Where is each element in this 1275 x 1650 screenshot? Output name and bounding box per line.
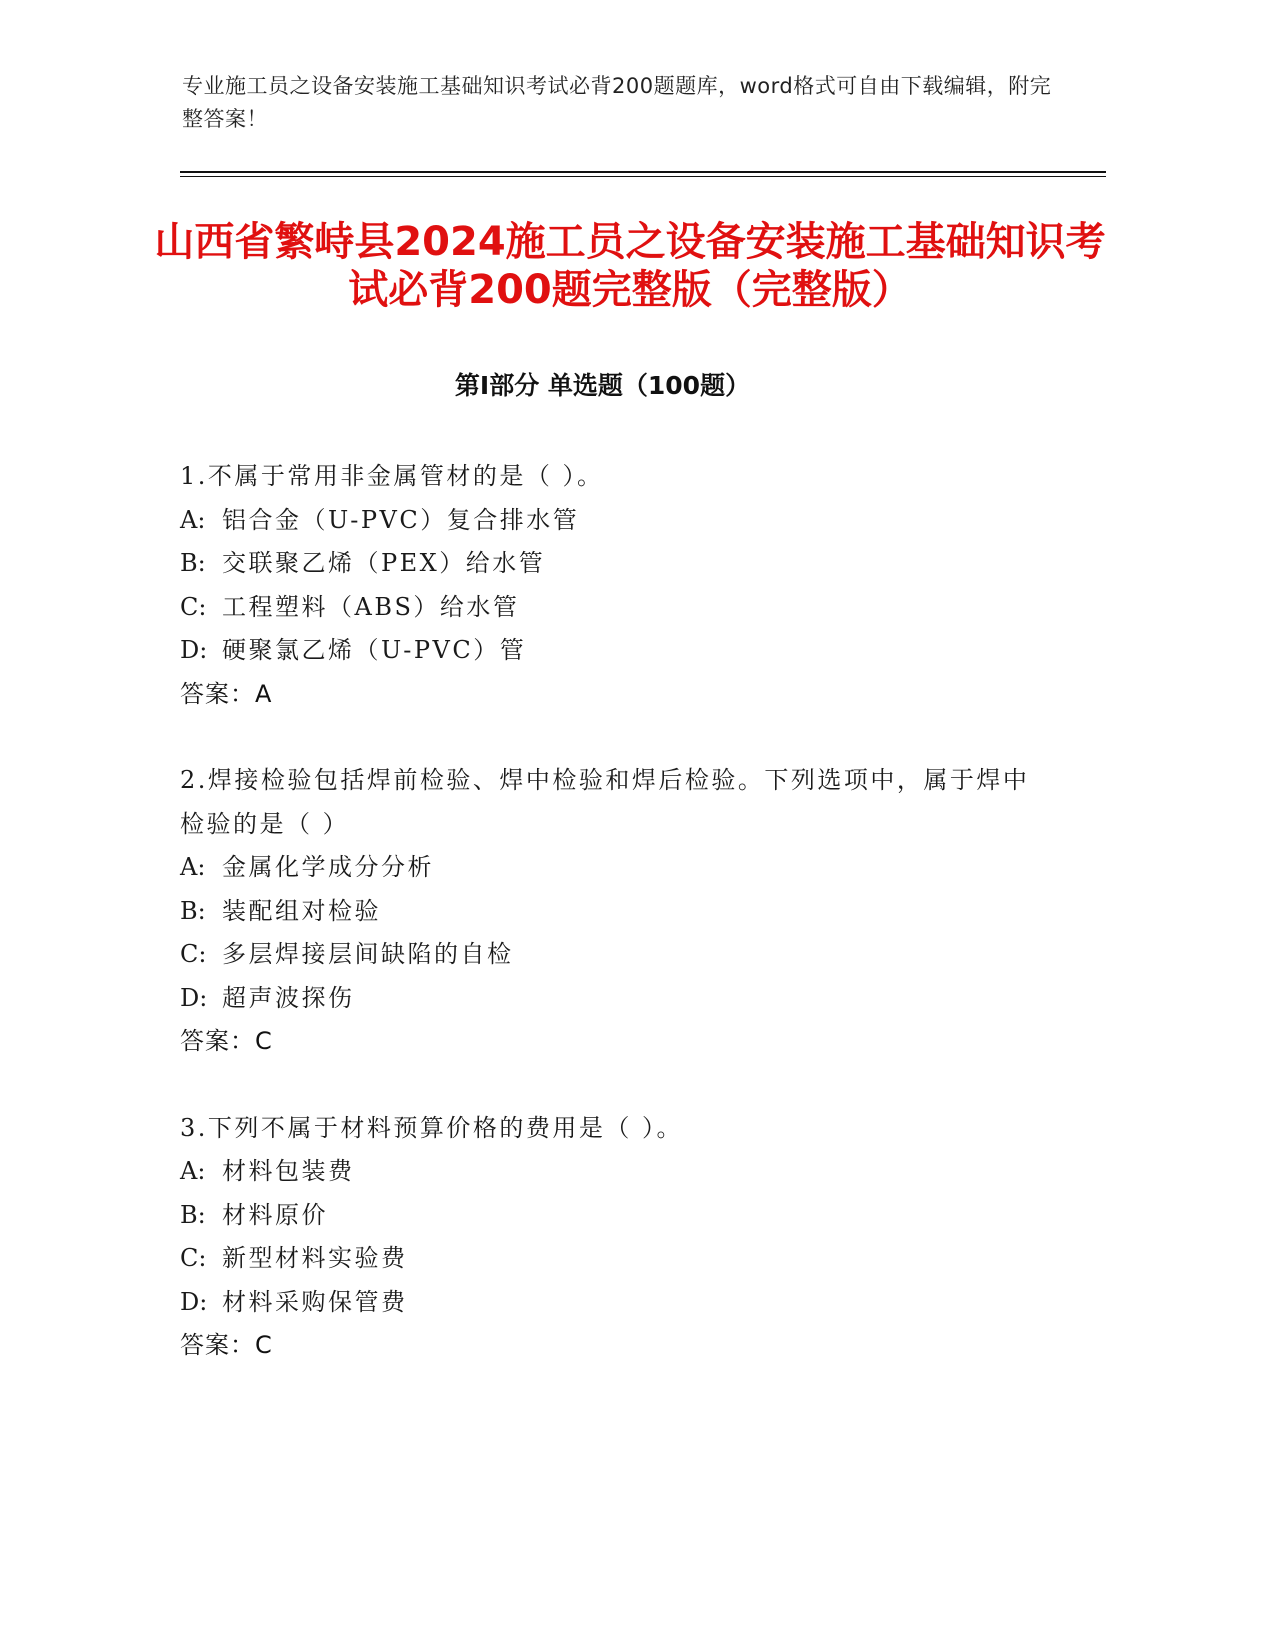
option-text: 新型材料实验费 — [222, 1244, 408, 1272]
option-c — [180, 933, 1040, 977]
option-text: 装配组对检验 — [222, 896, 381, 925]
option-b — [180, 542, 1040, 586]
option-text: 多层焊接层间缺陷的自检 — [222, 940, 514, 968]
option-letter: A: — [180, 1157, 206, 1185]
document-title: 山西省繁峙县2024施工员之设备安装施工基础知识考试必背200题完整版（完整版） — [154, 219, 1106, 313]
question-3 — [180, 1107, 1040, 1368]
option-d — [180, 1281, 1040, 1325]
question-stem: 1.不属于常用非金属管材的是（ ）。 — [180, 462, 604, 490]
answer-line: 答案：C — [180, 1331, 273, 1359]
option-text: 超声波探伤 — [222, 983, 355, 1012]
option-text: 材料原价 — [222, 1200, 328, 1229]
option-text: 硬聚氯乙烯（U-PVC）管 — [222, 636, 527, 664]
option-text: 交联聚乙烯（PEX）给水管 — [222, 549, 546, 577]
question-stem: 2.焊接检验包括焊前检验、焊中检验和焊后检验。下列选项中，属于焊中检验的是（ ） — [180, 766, 1030, 838]
option-text: 铝合金（U-PVC）复合排水管 — [222, 505, 580, 534]
option-d — [180, 977, 1040, 1021]
option-letter: A: — [180, 853, 206, 881]
question-1 — [180, 455, 1040, 716]
option-letter: D: — [180, 1287, 208, 1316]
option-b — [180, 890, 1040, 934]
answer-line: 答案：A — [180, 679, 273, 708]
question-stem: 3.下列不属于材料预算价格的费用是（ ）。 — [180, 1113, 684, 1142]
option-text: 材料包装费 — [222, 1157, 355, 1185]
header-divider-thin — [180, 176, 1106, 177]
option-letter: B: — [180, 896, 206, 925]
option-letter: B: — [180, 549, 206, 577]
option-letter: C: — [180, 1244, 207, 1272]
option-letter: D: — [180, 983, 208, 1012]
header-divider-thick — [180, 171, 1106, 173]
option-c — [180, 586, 1040, 630]
question-list — [180, 455, 1040, 1411]
option-letter: C: — [180, 940, 207, 968]
option-d — [180, 629, 1040, 673]
option-c — [180, 1237, 1040, 1281]
question-2 — [180, 759, 1040, 1064]
header-note: 专业施工员之设备安装施工基础知识考试必背200题题库，word格式可自由下载编辑，附完整答案！ — [182, 74, 1052, 131]
option-b — [180, 1194, 1040, 1238]
section-title: 第I部分 单选题（100题） — [454, 371, 751, 400]
option-a — [180, 1150, 1040, 1194]
option-letter: B: — [180, 1200, 206, 1229]
option-letter: A: — [180, 505, 206, 534]
option-a — [180, 846, 1040, 890]
option-letter: D: — [180, 636, 208, 664]
option-text: 材料采购保管费 — [222, 1287, 408, 1316]
option-text: 金属化学成分分析 — [222, 853, 434, 881]
answer-line: 答案：C — [180, 1027, 273, 1055]
option-a — [180, 499, 1040, 543]
option-text: 工程塑料（ABS）给水管 — [222, 592, 520, 621]
option-letter: C: — [180, 592, 207, 621]
